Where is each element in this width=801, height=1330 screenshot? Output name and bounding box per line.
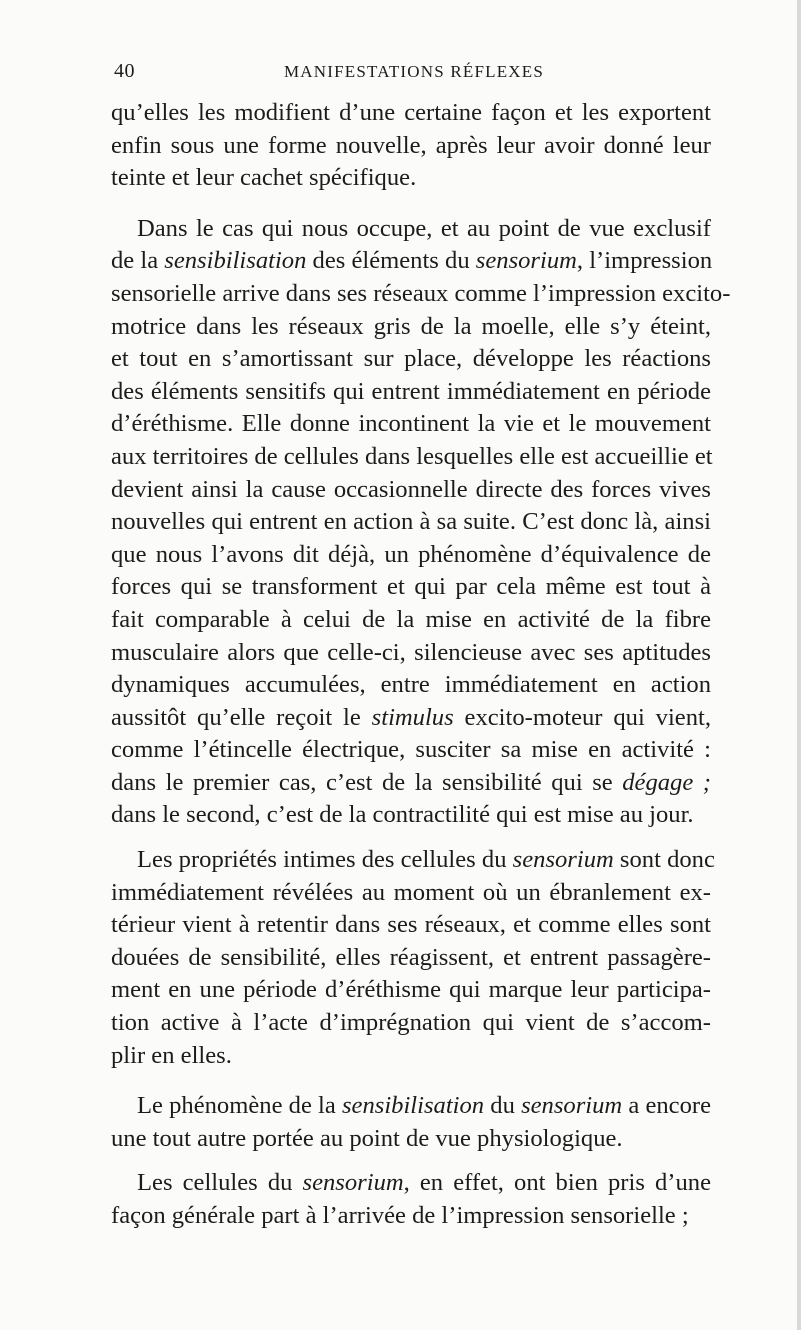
paragraph-spacer (111, 195, 711, 213)
running-header (114, 60, 714, 90)
text-run: et tout en s’amortissant sur place, développe les réactions (111, 345, 711, 373)
text-run: d’éréthisme. Elle donne incontinent la vie et le mouvement (111, 410, 711, 438)
text-line (111, 604, 711, 637)
text-line (111, 974, 711, 1007)
page-edge-shadow (797, 0, 801, 1330)
italic-term: dégage ; (622, 768, 711, 796)
paragraph (111, 213, 731, 832)
text-line (111, 1090, 711, 1123)
italic-term: sensibilisation (341, 1092, 485, 1120)
text-run: devient ainsi la cause occasionnelle directe des forces vives (111, 475, 711, 503)
text-run: forces qui se transforment et qui par cela même est tout à (111, 573, 711, 601)
text-run: aussitôt qu’elle reçoit le (111, 703, 372, 731)
text-run: Dans le cas qui nous occupe, et au point de vue exclusif (137, 214, 711, 242)
text-run: motrice dans les réseaux gris de la moelle, elle s’y éteint, (111, 312, 711, 340)
text-run: enfin sous une forme nouvelle, après leur avoir donné leur (111, 131, 711, 159)
text-line (111, 408, 711, 441)
text-line (111, 343, 711, 376)
text-run: sont donc (613, 846, 715, 874)
text-line (111, 571, 711, 604)
text-line (111, 245, 711, 278)
text-line (111, 474, 711, 507)
text-run: tion active à l’acte d’imprégnation qui vient de s’accom- (111, 1009, 711, 1037)
text-line (111, 1040, 711, 1073)
text-line (111, 909, 711, 942)
italic-term: sensorium (475, 247, 577, 275)
text-line (111, 669, 711, 702)
text-line (111, 877, 711, 910)
text-run: plir en elles. (111, 1041, 232, 1069)
text-line (111, 278, 731, 311)
paragraph-spacer (111, 832, 711, 844)
text-line (111, 130, 711, 163)
text-run: , l’impression (576, 247, 713, 275)
text-line (111, 376, 711, 409)
text-line (111, 97, 711, 130)
body-text (111, 97, 731, 1233)
paragraph (111, 1167, 711, 1232)
text-run: dans le second, c’est de la contractilité qui est mise au jour. (111, 801, 694, 829)
text-run: sensorielle arrive dans ses réseaux comme l’impression excito- (111, 279, 731, 307)
text-run: comme l’étincelle électrique, susciter sa mise en activité : (111, 736, 711, 764)
text-run: immédiatement révélées au moment où un ébranlement ex- (111, 878, 711, 906)
text-run: que nous l’avons dit déjà, un phénomène d’équivalence de (111, 540, 711, 568)
text-line (111, 1123, 711, 1156)
text-run: ment en une période d’éréthisme qui marque leur participa- (111, 976, 711, 1004)
running-title: MANIFESTATIONS RÉFLEXES (283, 62, 544, 81)
text-run: qu’elles les modifient d’une certaine façon et les exportent (111, 99, 711, 126)
text-line (111, 844, 715, 877)
page-number: 40 (114, 60, 135, 82)
italic-term: stimulus (371, 703, 454, 731)
text-run: du (484, 1092, 522, 1120)
text-run: aux territoires de cellules dans lesquelles elle est accueillie et (111, 442, 713, 470)
text-run: excito-moteur qui vient, (453, 703, 711, 731)
text-line (111, 702, 711, 735)
paragraph (111, 1090, 711, 1155)
text-line (111, 311, 711, 344)
text-run: a encore (622, 1092, 711, 1120)
text-run: Les propriétés intimes des cellules du (137, 846, 513, 874)
text-run: musculaire alors que celle-ci, silencieuse avec ses aptitudes (111, 638, 711, 666)
text-run: dynamiques accumulées, entre immédiatement en action (111, 671, 711, 699)
text-run: fait comparable à celui de la mise en activité de la fibre (111, 605, 711, 633)
text-line (111, 1200, 711, 1233)
text-line (111, 942, 711, 975)
text-line (111, 506, 711, 539)
italic-term: sensibilisation (164, 247, 307, 275)
text-run: térieur vient à retentir dans ses réseaux, et comme elles sont (111, 911, 711, 939)
text-run: dans le premier cas, c’est de la sensibilité qui se (111, 768, 623, 796)
italic-term: sensorium (521, 1092, 623, 1120)
text-line (111, 1007, 711, 1040)
italic-term: sensorium (302, 1169, 404, 1197)
text-run: une tout autre portée au point de vue physiologique. (111, 1124, 623, 1152)
text-run: façon générale part à l’arrivée de l’impression sensorielle ; (111, 1202, 689, 1229)
text-run: teinte et leur cachet spécifique. (111, 164, 417, 192)
paragraph-spacer (111, 1155, 711, 1167)
text-line (111, 767, 711, 800)
text-run: douées de sensibilité, elles réagissent, et entrent passagère- (111, 943, 711, 971)
text-run: nouvelles qui entrent en action à sa suite. C’est donc là, ainsi (111, 508, 711, 536)
text-run: Les cellules du (137, 1169, 303, 1197)
italic-term: sensorium (512, 846, 614, 874)
text-line (111, 162, 711, 195)
text-line (111, 637, 711, 670)
paragraph (111, 844, 715, 1072)
text-line (111, 1167, 711, 1200)
text-line (111, 799, 711, 832)
paragraph (111, 97, 711, 195)
text-line (111, 539, 711, 572)
text-run: , en effet, ont bien pris d’une (403, 1169, 711, 1197)
text-run: des éléments sensitifs qui entrent immédiatement en période (111, 377, 711, 405)
text-line (111, 213, 711, 246)
text-run: Le phénomène de la (137, 1092, 342, 1120)
text-run: des éléments du (306, 247, 476, 275)
text-run: de la (111, 247, 165, 275)
text-line (111, 441, 711, 474)
text-line (111, 734, 711, 767)
paragraph-spacer (111, 1072, 711, 1090)
